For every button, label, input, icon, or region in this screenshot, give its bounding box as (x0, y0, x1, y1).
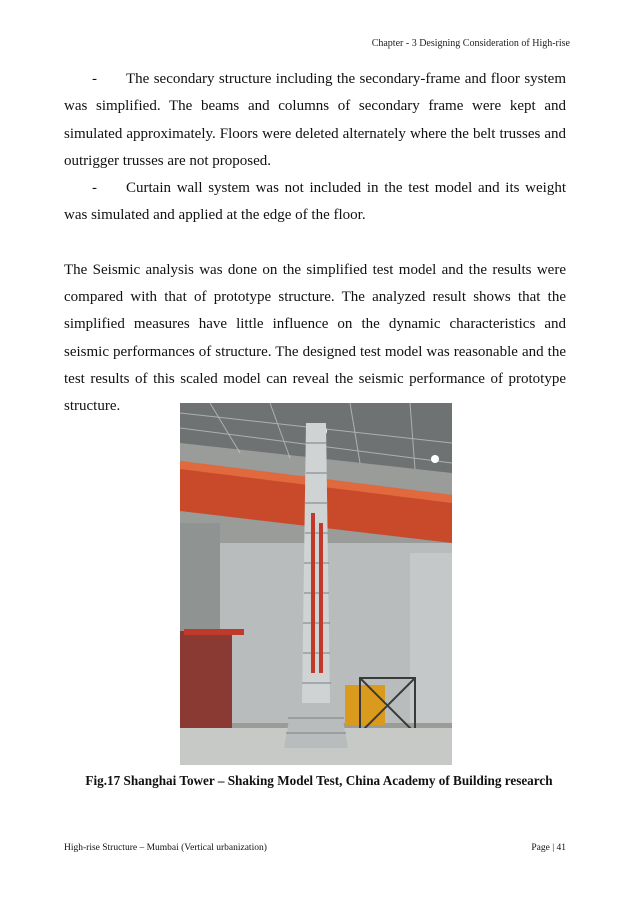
footer-title: High-rise Structure – Mumbai (Vertical urbanization) (64, 843, 267, 853)
bullet-item (64, 175, 566, 230)
bullet-dash: - (92, 180, 97, 197)
page-number: Page | 41 (531, 843, 566, 853)
analysis-paragraph: The Seismic analysis was done on the simplified test model and the results were compared with that of prototype structure. The analyzed result shows that the simplified measures have little influence on the dynamic characteristics and seismic performances of structure. The designed test model was reasonable and the test results of this scaled model can reveal the seismic performance of prototype structure. (64, 261, 566, 415)
bullet-text: The secondary structure including the secondary-frame and floor system was simplified. The beams and columns of secondary frame were kept and simulated approximately. Floors were deleted alternately where the belt trusses and outrigger trusses are not proposed. (64, 71, 566, 169)
bullet-text: Curtain wall system was not included in the test model and its weight was simulated and applied at the edge of the floor. (64, 180, 566, 224)
bullet-dash: - (92, 71, 97, 87)
body-text (64, 66, 566, 421)
figure-caption: Fig.17 Shanghai Tower – Shaking Model Test, China Academy of Building research (85, 773, 553, 788)
shaking-model-test-photo (180, 403, 452, 765)
running-header: Chapter - 3 Designing Consideration of High-rise (371, 38, 570, 49)
bullet-item (64, 66, 566, 175)
